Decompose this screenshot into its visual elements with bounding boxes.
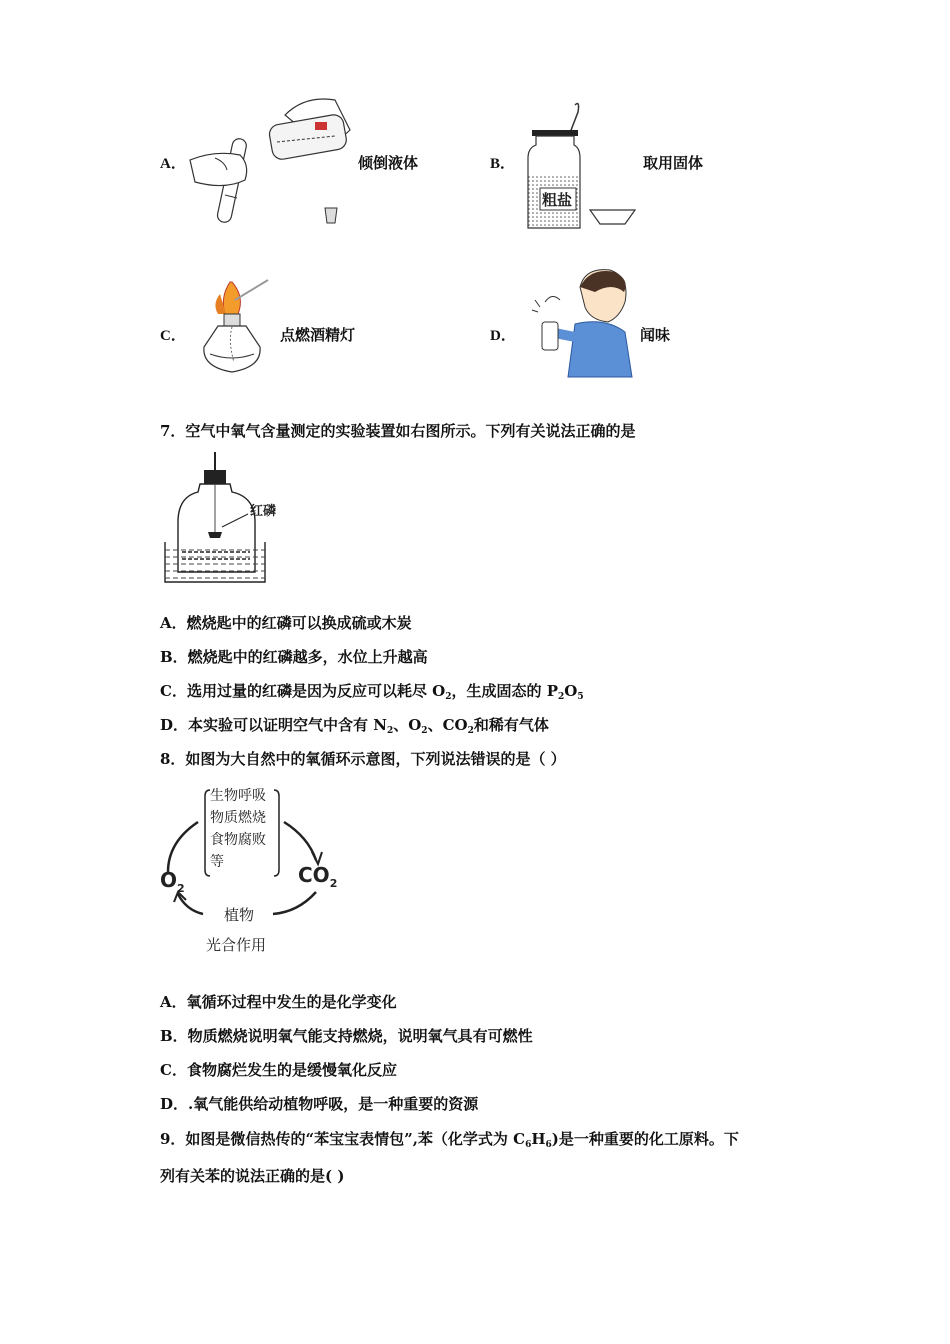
q6-option-a-letter: A．: [160, 156, 186, 172]
red-phosphorus-label: 红磷: [250, 504, 277, 519]
co2-label: $CO_2$: [298, 863, 338, 890]
q8-option-b: B．物质燃烧说明氧气能支持燃烧，说明氧气具有可燃性: [160, 1027, 533, 1045]
q9-stem-line1: 9．如图是微信热传的“苯宝宝表情包”,苯（化学式为 $C_6H_6$)是一种重要的化工原料。下: [160, 1130, 739, 1150]
plant-label: 植物: [224, 906, 255, 924]
cycle-item-decay: 食物腐败: [210, 832, 266, 848]
smelling-figure: [520, 262, 640, 382]
alcohol-lamp-figure: [190, 272, 280, 380]
q6-option-c-caption: 点燃酒精灯: [280, 326, 356, 344]
q7-stem: 7．空气中氧气含量测定的实验装置如右图所示。下列有关说法正确的是: [160, 422, 636, 440]
q7-option-d: D．本实验可以证明空气中含有 $N_2$、$O_2$、$CO_2$和稀有气体: [160, 716, 549, 736]
q8-stem: 8．如图为大自然中的氧循环示意图，下列说法错误的是（ ）: [160, 750, 566, 768]
cycle-item-respiration: 生物呼吸: [210, 788, 266, 804]
reagent-jar-figure: [520, 100, 640, 235]
q6-option-b-caption: 取用固体: [643, 154, 704, 172]
q6-option-d-caption: 闻味: [640, 326, 671, 344]
q6-option-c-letter: C．: [160, 328, 186, 344]
oxygen-measurement-apparatus: [160, 452, 300, 587]
q7-option-c: C．选用过量的红磷是因为反应可以耗尽 $O_2$，生成固态的 $P_2O_5$: [160, 682, 584, 702]
q6-option-d-letter: D．: [490, 328, 516, 344]
q6-option-b-letter: B．: [490, 156, 516, 172]
q8-option-d: D．.氧气能供给动植物呼吸，是一种重要的资源: [160, 1095, 479, 1113]
q7-option-a: A．燃烧匙中的红磷可以换成硫或木炭: [160, 614, 412, 632]
cycle-item-etc: 等: [210, 854, 224, 870]
o2-label: $O_2$: [160, 868, 185, 895]
photosynthesis-label: 光合作用: [206, 936, 267, 954]
q8-option-a: A．氧循环过程中发生的是化学变化: [160, 993, 397, 1011]
q6-option-a-caption: 倾倒液体: [358, 154, 419, 172]
q9-stem-line2: 列有关苯的说法正确的是( ): [160, 1167, 345, 1185]
oxygen-cycle-diagram: [158, 782, 358, 962]
q8-option-c: C．食物腐烂发生的是缓慢氧化反应: [160, 1061, 397, 1079]
cycle-item-combustion: 物质燃烧: [210, 810, 266, 826]
pouring-liquid-figure: [185, 90, 355, 235]
q7-option-b: B．燃烧匙中的红磷越多，水位上升越高: [160, 648, 428, 666]
jar-label: 粗盐: [542, 191, 573, 209]
